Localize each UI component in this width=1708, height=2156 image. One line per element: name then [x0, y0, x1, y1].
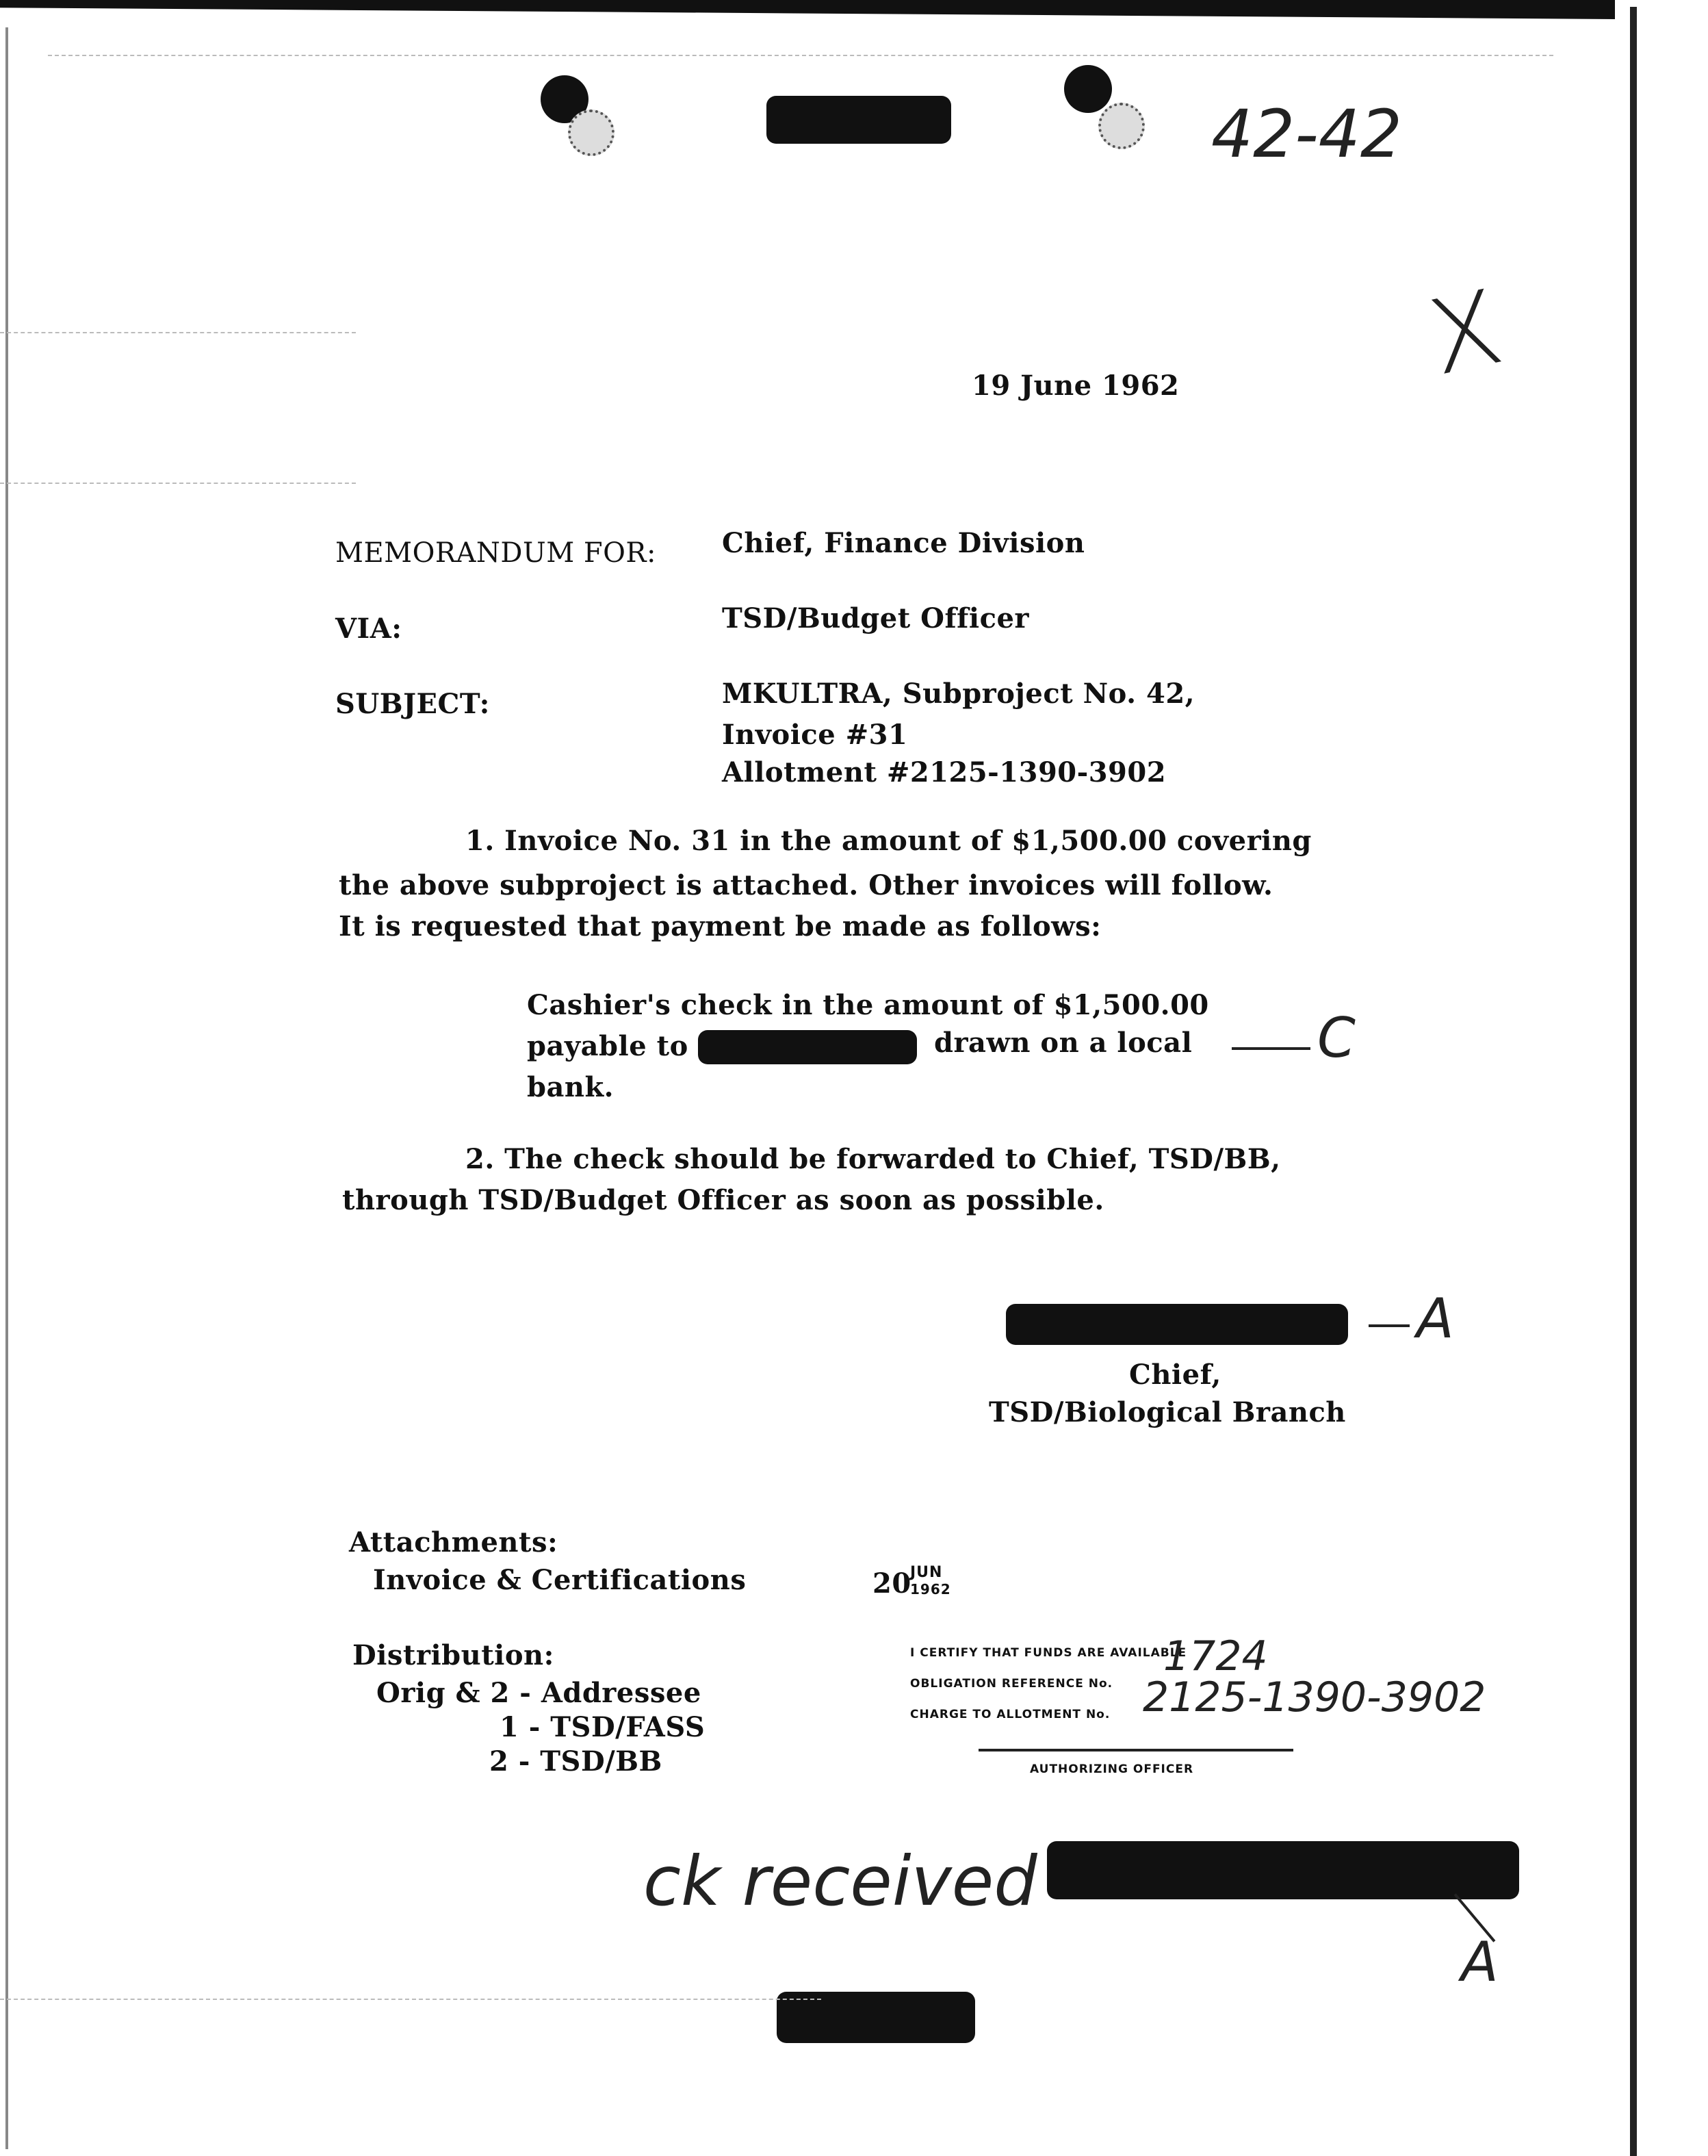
punch-hole-left-ring	[568, 110, 614, 156]
allotment-number: 2125-1390-3902	[1143, 1673, 1486, 1721]
scan-right-edge	[1630, 7, 1637, 2156]
distribution-item: 2 - TSD/BB	[489, 1745, 662, 1778]
redaction-signature	[1006, 1304, 1348, 1345]
stamp-year: 1962	[910, 1581, 951, 1597]
a-mark: A	[1461, 1930, 1499, 1994]
payment-line-post: drawn on a local	[934, 1027, 1193, 1059]
distribution-item: 1 - TSD/FASS	[500, 1711, 706, 1743]
paragraph-2-line: through TSD/Budget Officer as soon as possible.	[342, 1184, 1104, 1216]
paragraph-1-line: It is requested that payment be made as follows:	[339, 910, 1102, 942]
signature-title: Chief,	[1129, 1359, 1221, 1391]
scan-artifact	[0, 483, 356, 484]
paragraph-2-line: 2. The check should be forwarded to Chief, TSD/BB,	[465, 1143, 1281, 1175]
subject-line: MKULTRA, Subproject No. 42,	[722, 678, 1195, 710]
punch-hole-right-ring	[1098, 103, 1145, 149]
handwritten-dash	[1232, 1047, 1310, 1050]
subject-label: SUBJECT:	[335, 688, 490, 720]
scan-artifact	[0, 1999, 821, 2000]
certify-line: OBLIGATION REFERENCE No.	[910, 1677, 1113, 1691]
payment-line-pre: payable to	[527, 1030, 688, 1062]
handwritten-dash	[1369, 1324, 1410, 1327]
c-mark: C	[1317, 1006, 1356, 1070]
certify-line: I CERTIFY THAT FUNDS ARE AVAILABLE	[910, 1646, 1187, 1660]
stamp-month: JUN	[910, 1564, 943, 1581]
signature-title: TSD/Biological Branch	[989, 1396, 1346, 1428]
memo-date: 19 June 1962	[972, 370, 1180, 402]
stamp-date: 20	[872, 1567, 911, 1600]
x-mark: X	[1419, 268, 1512, 399]
via-value: TSD/Budget Officer	[722, 602, 1029, 634]
signature-rule	[979, 1749, 1293, 1751]
attachments-label: Attachments:	[349, 1526, 558, 1558]
memo-for-value: Chief, Finance Division	[722, 527, 1085, 559]
scan-artifact	[0, 332, 356, 333]
attachments-item: Invoice & Certifications	[373, 1564, 747, 1596]
scan-top-edge	[0, 0, 1615, 19]
paragraph-1-line: the above subproject is attached. Other invoices will follow.	[339, 869, 1273, 901]
scan-artifact	[48, 55, 1553, 56]
redaction-header	[766, 96, 951, 144]
obligation-ref: 1724	[1163, 1632, 1268, 1680]
distribution-item: Orig & 2 - Addressee	[376, 1677, 701, 1709]
redaction-received	[1047, 1841, 1519, 1899]
via-label: VIA:	[335, 613, 402, 645]
distribution-label: Distribution:	[352, 1639, 554, 1671]
certify-line: AUTHORIZING OFFICER	[1030, 1762, 1194, 1776]
received-note: ck received	[643, 1841, 1037, 1921]
scan-left-edge	[5, 27, 8, 2149]
doc-number: 42-42	[1211, 96, 1402, 172]
certify-line: CHARGE TO ALLOTMENT No.	[910, 1708, 1111, 1721]
redaction-payee	[698, 1030, 917, 1064]
subject-line: Allotment #2125-1390-3902	[722, 756, 1167, 788]
paragraph-1-line: 1. Invoice No. 31 in the amount of $1,500.00 covering	[465, 825, 1312, 857]
memo-for-label: MEMORANDUM FOR:	[335, 537, 657, 569]
punch-hole-right	[1064, 65, 1112, 113]
payment-line: Cashier's check in the amount of $1,500.00	[527, 989, 1209, 1021]
subject-line: Invoice #31	[722, 719, 908, 751]
a-mark: A	[1416, 1287, 1454, 1350]
payment-line: bank.	[527, 1071, 614, 1103]
